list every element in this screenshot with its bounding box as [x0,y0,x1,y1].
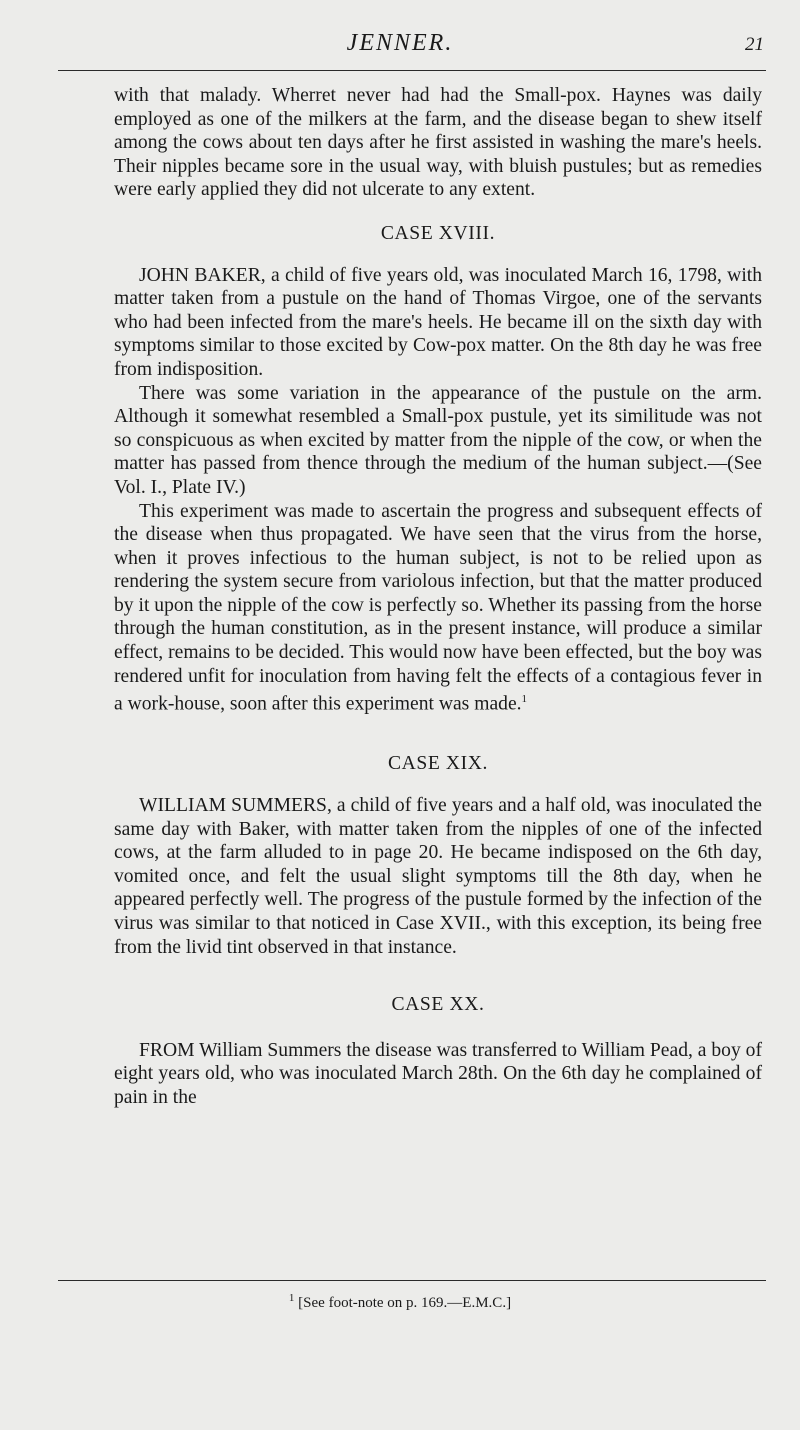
case-xix-paragraph-1: WILLIAM SUMMERS, a child of five years and a half old, was inoculated the same day with Baker, with matter taken from the nipples of one of the infected cows, at the farm alluded to in page 20. He became indisposed on the 6th day, vomited once, and felt the usual slight symptoms till the 8th day, when he appeared perfectly well. The progress of the pustule formed by the infection of the virus was similar to that noticed in Case XVII., with this exception, its being free from the livid tint observed in that instance. [114,794,762,958]
case-xviii-heading: CASE XVIII. [380,222,496,244]
case-xix-heading: CASE XIX. [387,753,489,775]
page-number: 21 [745,34,764,55]
footnote-text: [See foot-note on p. 169.—E.M.C.] [294,1295,512,1311]
case-xviii-paragraph-1: JOHN BAKER, a child of five years old, was inoculated March 16, 1798, with matter taken from a pustule on the hand of Thomas Virgoe, one of the servants who had been infected from the mare's heels. He became ill on the sixth day with symptoms similar to those excited by Cow-pox matter. On the 8th day he was free from indisposition. [114,264,762,380]
footnote-mark: 1 [288,1292,295,1304]
paragraph-intro: with that malady. Wherret never had had the Small-pox. Haynes was daily employed as one of the milkers at the farm, and the disease began to shew itself among the cows about ten days after he first assisted in washing the mare's heels. Their nipples became sore in the usual way, with bluish pustules; but as remedies were early applied they did not ulcerate to any extent. [114,85,762,201]
footnote [0,1292,800,1312]
header-rule [58,70,766,71]
case-xviii-paragraph-2: There was some variation in the appearance of the pustule on the arm. Although it somewhat resembled a Small-pox pustule, yet its similitude was not so conspicuous as when excited by matter from the nipple of the cow, or when the matter has passed from thence through the medium of the human subject.—(See Vol. I., Plate IV.) [114,382,762,498]
case-xviii-paragraph-3-text: This experiment was made to ascertain the progress and subsequent effects of the disease when thus propagated. We have seen that the virus from the horse, when it proves infectious to the human subject, is not to be relied upon as rendering the system secure from variolous infection, but that the matter produced by it upon the nipple of the cow is perfectly so. Whether its passing from the horse through the human constitution, as in the present instance, will produce a similar effect, remains to be decided. This would now have been effected, but the boy was rendered unfit for inoculation from having felt the effects of a contagious fever in a work-house, soon after this experiment was made. [114,500,762,715]
body-text [114,84,762,1110]
running-title: JENNER. [346,30,454,56]
footnote-rule [58,1280,766,1281]
footnote-reference[interactable]: 1 [521,693,528,706]
case-xx-paragraph-1: FROM William Summers the disease was transferred to William Pead, a boy of eight years old, who was inoculated March 28th. On the 6th day he complained of pain in the [114,1039,762,1108]
case-xx-heading: CASE XX. [391,994,485,1016]
case-xviii-paragraph-3 [114,500,762,717]
running-head [0,30,800,60]
